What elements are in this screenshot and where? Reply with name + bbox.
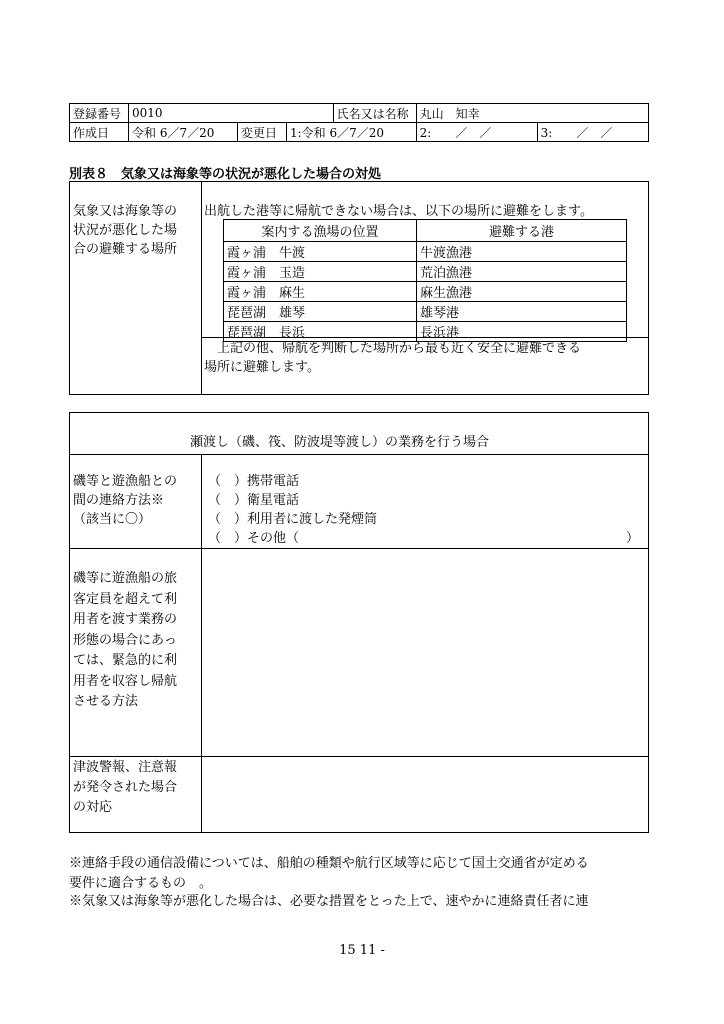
changed-label: 変更日 (238, 123, 287, 142)
header-row-1 (70, 104, 649, 123)
port-cell: 牛渡漁港 (417, 242, 627, 262)
option-other-close: ） (626, 531, 640, 546)
reg-no-label: 登録番号 (70, 104, 129, 123)
footnote-1: ※連絡手段の通信設備については、船舶の種類や航行区域等に応じて国土交通省が定める (69, 856, 589, 871)
location-cell: 霞ヶ浦 麻生 (224, 282, 417, 302)
table-row (224, 242, 627, 262)
option-mobile-phone: （ ）携帯電話 (208, 474, 300, 489)
section-title: 別表８ 気象又は海象等の状況が悪化した場合の対処 (69, 167, 382, 182)
contact-label-line-3: （該当に〇） (73, 512, 152, 527)
change-1: 1:令和 6／7／20 (287, 123, 417, 142)
tsunami-label-line-1: 津波警報、注意報 (73, 760, 178, 775)
ferry-row-divider-2 (69, 756, 649, 757)
tsunami-label-line-2: が発令された場合 (73, 780, 178, 795)
option-other: （ ）その他（ (208, 531, 300, 546)
weather-intro: 出航した港等に帰航できない場合は、以下の場所に避難をします。 (204, 204, 593, 219)
registration-header-table (69, 103, 649, 142)
name-value: 丸山 知幸 (416, 104, 648, 123)
name-label: 氏名又は名称 (333, 104, 416, 123)
weather-label-line-1: 気象又は海象等の (73, 204, 178, 219)
table-row (224, 302, 627, 322)
weather-divider (201, 181, 202, 395)
ferry-title: 瀬渡し（磯、筏、防波堤等渡し）の業務を行う場合 (190, 435, 490, 450)
location-cell: 霞ヶ浦 牛渡 (224, 242, 417, 262)
weather-label-line-3: 合の避難する場所 (73, 242, 178, 257)
rescue-label-line-5: ては、緊急的に利 (73, 653, 178, 668)
tsunami-label (73, 758, 177, 818)
option-smoke-signal: （ ）利用者に渡した発煙筒 (208, 512, 378, 527)
rescue-label-line-4: 形態の場合にあっ (73, 632, 177, 648)
contact-label-line-1: 磯等と遊漁船との (73, 474, 178, 489)
reg-no-value: 0010 (129, 104, 334, 123)
table-row (224, 262, 627, 282)
header-row-2 (70, 123, 649, 142)
change-2: 2: ／ ／ (416, 123, 537, 142)
footnote-2: ※気象又は海象等が悪化した場合は、必要な措置をとった上で、速やかに連絡責任者に連 (69, 894, 589, 909)
tsunami-label-line-3: の対応 (73, 800, 113, 815)
rescue-method-label (73, 569, 177, 713)
created-value: 令和 6／7／20 (129, 123, 238, 142)
rescue-label-line-6: 用者を収容し帰航 (73, 673, 178, 689)
table-row (224, 282, 627, 302)
location-cell: 琵琶湖 長浜 (224, 322, 417, 342)
rescue-label-line-1: 磯等に遊漁船の旅 (73, 571, 178, 586)
option-satellite-phone: （ ）衛星電話 (208, 493, 300, 508)
rescue-label-line-2: 客定員を超えて利 (73, 591, 178, 607)
evacuation-table-header (224, 220, 627, 242)
rescue-label-line-7: させる方法 (73, 694, 139, 709)
contact-method-label (73, 472, 177, 529)
weather-label (73, 202, 177, 259)
col-location-header: 案内する漁場の位置 (224, 220, 417, 242)
ferry-title-divider (69, 454, 649, 455)
port-cell: 長浜港 (417, 322, 627, 342)
port-cell: 麻生漁港 (417, 282, 627, 302)
footnote-1-cont: 要件に適合するもの 。 (69, 876, 213, 891)
created-label: 作成日 (70, 123, 129, 142)
port-cell: 荒泊漁港 (417, 262, 627, 282)
weather-note-divider (201, 337, 649, 338)
page-number: 15 11 - (339, 943, 385, 958)
weather-note (204, 339, 581, 377)
change-3: 3: ／ ／ (537, 123, 648, 142)
rescue-label-line-3: 用者を渡す業務の (73, 612, 178, 627)
evacuation-port-table (223, 219, 627, 342)
contact-options (208, 472, 377, 548)
weather-note-line-2: 場所に避難します。 (204, 360, 320, 375)
ferry-divider (201, 454, 202, 833)
col-port-header: 避難する港 (417, 220, 627, 242)
port-cell: 雄琴港 (417, 302, 627, 322)
contact-label-line-2: 間の連絡方法※ (73, 493, 165, 508)
location-cell: 琵琶湖 雄琴 (224, 302, 417, 322)
weather-note-line-1: 上記の他、帰航を判断した場所から最も近く安全に避難できる (204, 341, 582, 356)
ferry-row-divider-1 (69, 548, 649, 549)
location-cell: 霞ヶ浦 玉造 (224, 262, 417, 282)
weather-label-line-2: 状況が悪化した場 (73, 223, 178, 238)
